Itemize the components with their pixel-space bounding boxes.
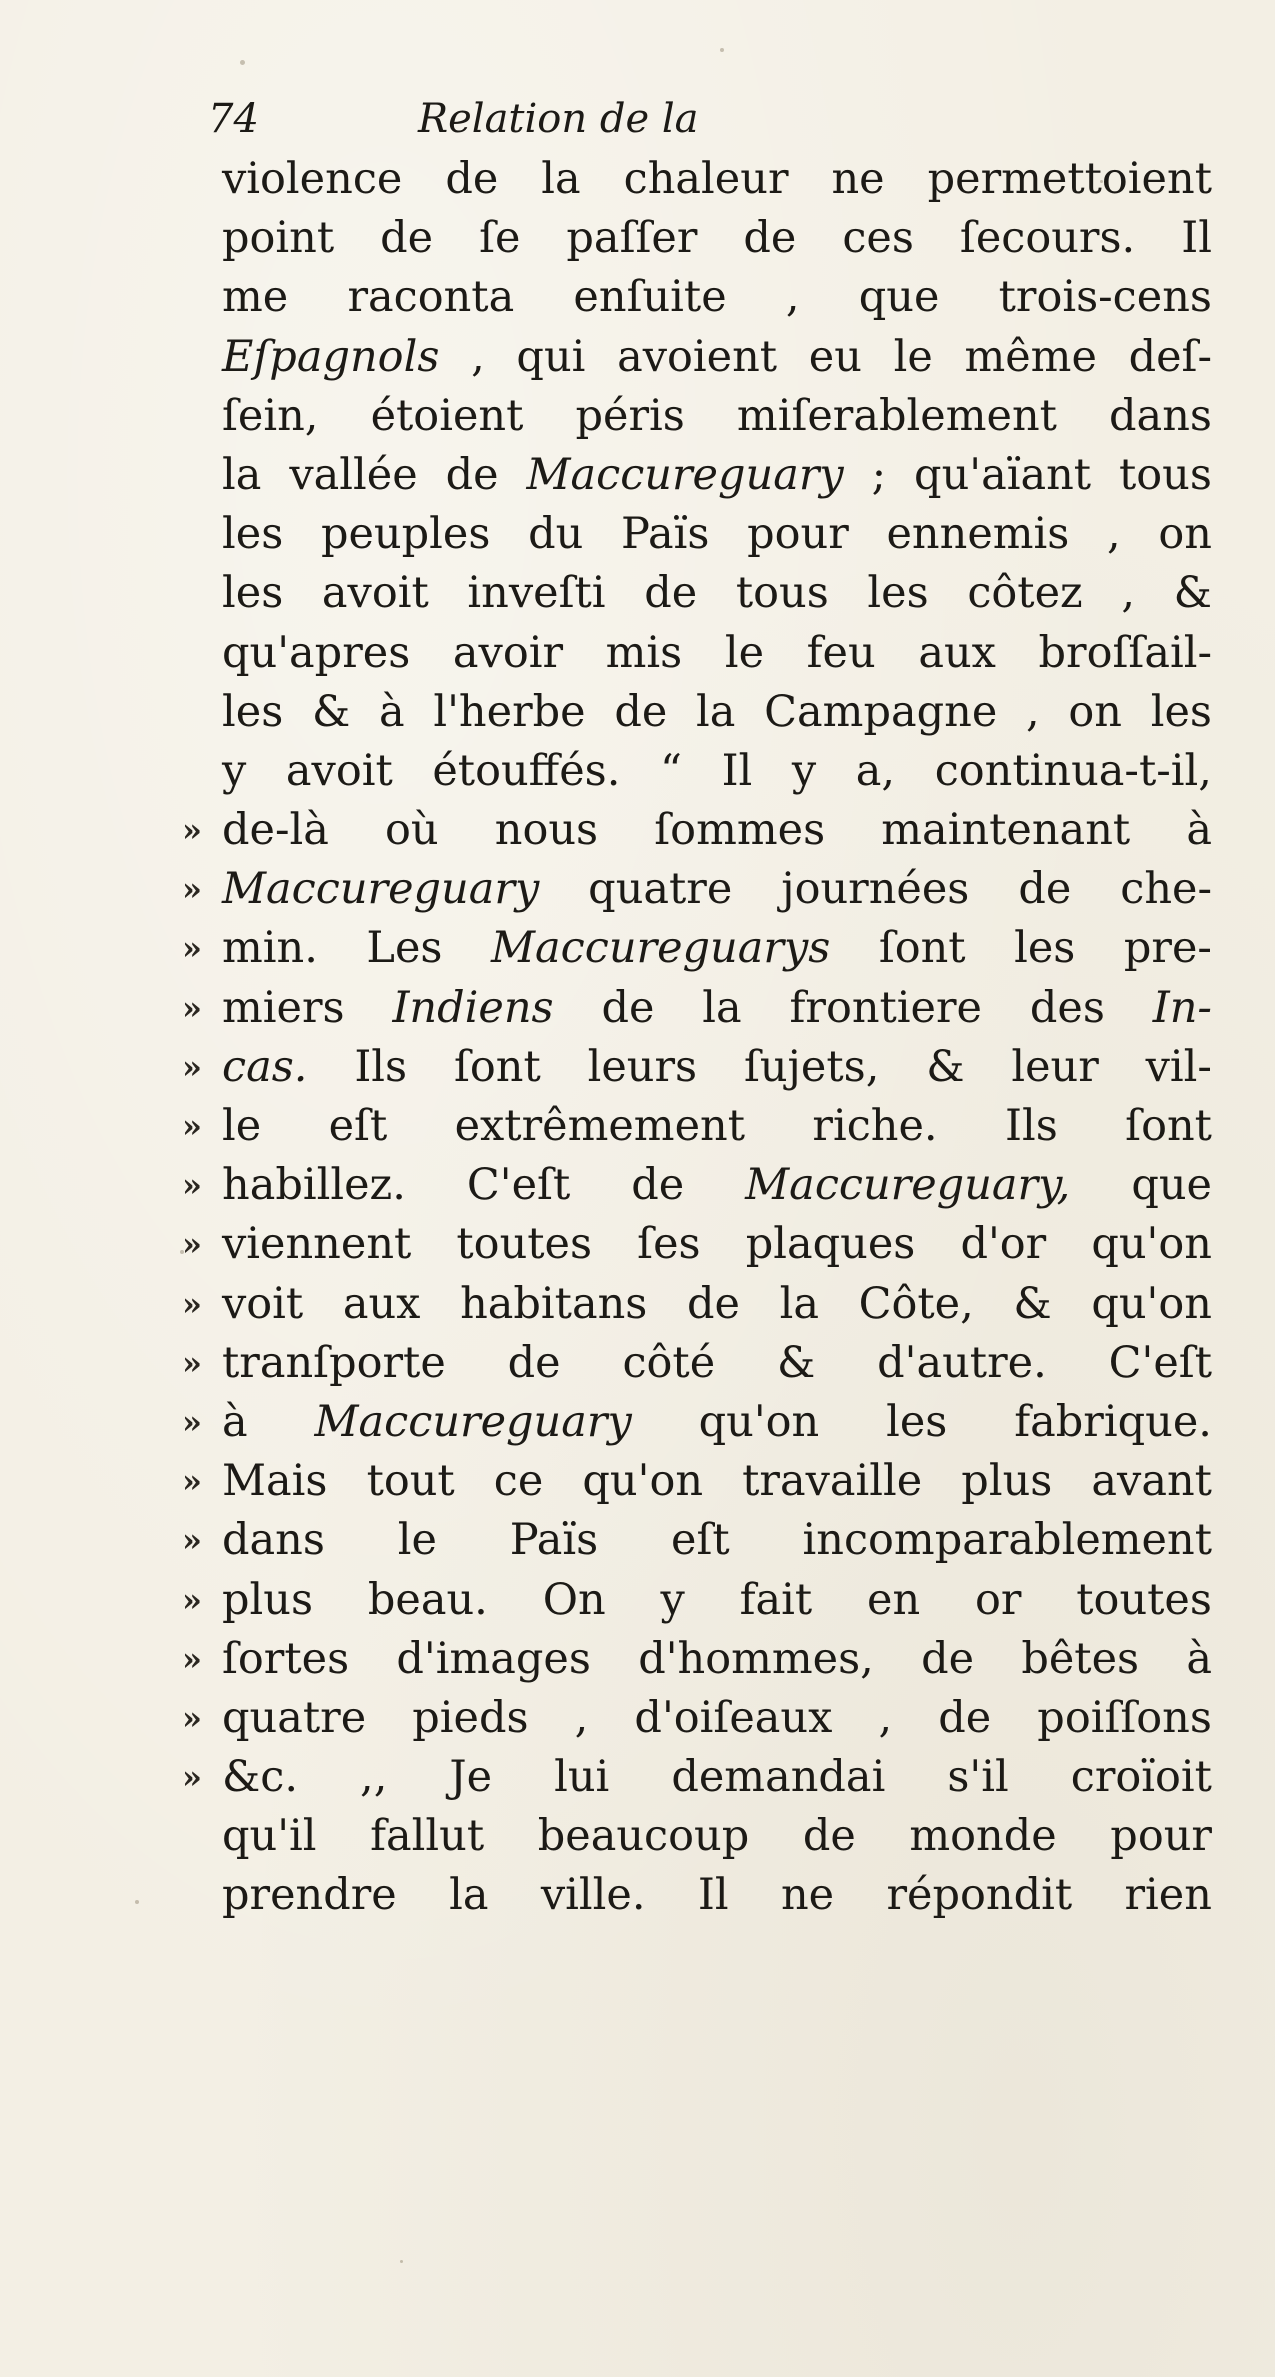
word: ſujets, [743, 1041, 880, 1092]
word: inveſti [467, 568, 606, 619]
word: de [938, 1692, 992, 1743]
word: journées [781, 864, 970, 915]
word: eu [808, 331, 862, 382]
word: eſt [328, 1101, 388, 1151]
word: qu'il [222, 1811, 317, 1862]
quotation-mark: » [182, 811, 202, 850]
word: Il [721, 745, 753, 796]
word: bêtes [1021, 1633, 1140, 1684]
word: on [1068, 686, 1122, 737]
word: incomparablement [802, 1515, 1212, 1566]
word: tranſporte [222, 1337, 446, 1388]
word: trois-cens [998, 272, 1212, 323]
word: péris [575, 390, 685, 441]
text-line [182, 1393, 1212, 1452]
word: Maccureguary [526, 449, 844, 500]
word: avoient [617, 331, 778, 382]
word: miers [222, 982, 345, 1033]
word: On [542, 1574, 606, 1625]
word: du [528, 509, 584, 560]
word: de [614, 686, 668, 737]
word: Païs [509, 1515, 599, 1566]
text-line [182, 919, 1212, 978]
word: qu'on [1091, 1278, 1212, 1329]
quotation-mark: » [182, 929, 202, 968]
word: à [1186, 1633, 1212, 1684]
text-line [182, 1215, 1212, 1274]
word: Il [697, 1870, 729, 1921]
word: che- [1120, 864, 1212, 915]
paper-speck [240, 60, 245, 65]
word: ,, [360, 1752, 388, 1803]
word: les [222, 509, 284, 560]
text-line [182, 1452, 1212, 1511]
word: , [471, 331, 485, 382]
word: & [1173, 568, 1212, 619]
word: de [802, 1811, 856, 1862]
word: nous [494, 805, 599, 856]
word: leurs [587, 1041, 698, 1092]
word: ne [780, 1870, 835, 1921]
word: ſortes [222, 1633, 350, 1684]
text-line [222, 1807, 1212, 1866]
word: qu'on [698, 1396, 820, 1447]
word: peuples [320, 509, 491, 560]
quotation-mark: » [182, 1047, 202, 1086]
word: riche. [812, 1101, 938, 1151]
quotation-mark: » [182, 1462, 202, 1501]
text-line [182, 1571, 1212, 1630]
word: plus [222, 1574, 314, 1625]
word: de [644, 568, 698, 619]
word: ces [842, 213, 914, 264]
quotation-mark: » [182, 1225, 202, 1264]
quotation-mark: » [182, 1343, 202, 1382]
quotation-mark: » [182, 1698, 202, 1737]
word: extrêmement [454, 1101, 746, 1151]
word: feu [806, 627, 876, 678]
word: dans [1109, 390, 1212, 441]
quotation-mark: » [182, 870, 202, 909]
word: la [449, 1870, 489, 1921]
word: frontiere [789, 982, 983, 1033]
word: prendre [222, 1870, 397, 1921]
word: & [1013, 1278, 1052, 1329]
word: que [1131, 1160, 1212, 1211]
word: rien [1124, 1870, 1212, 1921]
word: , [574, 1692, 589, 1743]
word: Les [366, 923, 443, 974]
word: ſecours. [959, 213, 1136, 264]
word: qu'on [582, 1456, 704, 1507]
word: toutes [1076, 1574, 1212, 1625]
word: le [893, 331, 933, 382]
text-line [182, 1334, 1212, 1393]
text-line [222, 624, 1212, 683]
text-line [222, 742, 1212, 801]
text-line [182, 979, 1212, 1038]
word: me [222, 272, 289, 323]
text-line [222, 505, 1212, 564]
word: Eſpagnols [222, 331, 440, 382]
word: ne [831, 154, 885, 204]
text-line [222, 446, 1212, 505]
word: en [867, 1574, 921, 1625]
word: , [785, 272, 800, 323]
word: deſ- [1128, 331, 1212, 382]
body-text [182, 150, 1212, 1926]
word: aux [918, 627, 996, 678]
text-line [182, 1156, 1212, 1215]
word: y [791, 745, 817, 796]
word: C'eſt [1108, 1337, 1212, 1388]
word: le [397, 1515, 437, 1566]
text-line [182, 1097, 1212, 1156]
word: les [886, 1396, 948, 1447]
word: & [777, 1337, 816, 1388]
word: Indiens [392, 982, 554, 1033]
word: continua-t-il, [934, 745, 1212, 796]
word: point [222, 213, 335, 264]
text-line [222, 387, 1212, 446]
word: mis [605, 627, 683, 678]
word: paſſer [566, 213, 698, 264]
word: travaille [742, 1456, 923, 1507]
word: de [686, 1278, 740, 1329]
word: , [1026, 686, 1040, 737]
quotation-mark: » [182, 1284, 202, 1323]
word: côté [622, 1337, 716, 1388]
word: & [312, 686, 351, 737]
word: on [1158, 509, 1212, 560]
word: la [779, 1278, 819, 1329]
word: or [975, 1574, 1022, 1625]
word: Païs [621, 509, 710, 560]
word: avoit [285, 745, 393, 796]
word: , [878, 1692, 893, 1743]
word: de [445, 449, 499, 500]
word: ennemis [886, 509, 1070, 560]
word: répondit [886, 1870, 1073, 1921]
word: Ils [1004, 1101, 1058, 1151]
text-line [182, 860, 1212, 919]
page-header [208, 96, 1008, 156]
word: “ [659, 745, 682, 796]
word: Il [1181, 213, 1212, 264]
word: la [696, 686, 736, 737]
word: tous [735, 568, 829, 619]
word: côtez [967, 568, 1083, 619]
quotation-mark: » [182, 988, 202, 1027]
text-line [222, 683, 1212, 742]
word: poiſſons [1037, 1692, 1212, 1743]
quotation-mark: » [182, 1580, 202, 1619]
text-line [222, 328, 1212, 387]
word: croïoit [1070, 1752, 1212, 1803]
word: qu'aïant [914, 449, 1092, 500]
word: tout [366, 1456, 455, 1507]
word: d'images [396, 1633, 591, 1684]
word: ville. [540, 1870, 646, 1921]
word: vallée [289, 449, 418, 500]
word: qu'on [1091, 1219, 1212, 1270]
text-line [222, 150, 1212, 209]
word: Maccureguary [222, 864, 540, 915]
word: viennent [222, 1219, 412, 1270]
word: de [631, 1160, 685, 1211]
word: fallut [370, 1811, 485, 1862]
word: In- [1152, 982, 1212, 1033]
word: Je [449, 1752, 493, 1803]
word: les [867, 568, 929, 619]
word: Mais [222, 1456, 328, 1507]
word: &c. [222, 1752, 299, 1803]
word: de-là [222, 805, 329, 856]
word: ſont [453, 1041, 541, 1092]
word: raconta [347, 272, 515, 323]
word: habillez. [222, 1160, 406, 1211]
word: qui [516, 331, 586, 382]
word: aux [342, 1278, 421, 1329]
word: a, [855, 745, 896, 796]
word: étouffés. [432, 745, 621, 796]
word: les [222, 686, 284, 737]
word: même [964, 331, 1097, 382]
word: maintenant [881, 805, 1131, 856]
word: habitans [460, 1278, 648, 1329]
word: Campagne [764, 686, 998, 737]
quotation-mark: » [182, 1758, 202, 1797]
word: d'oiſeaux [634, 1692, 833, 1743]
word: plaques [745, 1219, 916, 1270]
word: de [445, 154, 499, 204]
word: ſe [479, 213, 521, 264]
quotation-mark: » [182, 1402, 202, 1441]
text-line [182, 1689, 1212, 1748]
word: fait [739, 1574, 813, 1625]
word: à [222, 1396, 248, 1447]
word: pre- [1123, 923, 1212, 974]
word: de [380, 213, 434, 264]
word: & [926, 1041, 965, 1092]
word: ſein, [222, 390, 319, 441]
word: la [541, 154, 581, 204]
word: à [379, 686, 405, 737]
word: s'il [947, 1752, 1009, 1803]
word: lui [554, 1752, 610, 1803]
quotation-mark: » [182, 1166, 202, 1205]
text-line [182, 1511, 1212, 1570]
text-line [222, 268, 1212, 327]
word: chaleur [623, 154, 789, 204]
word: quatre [588, 864, 733, 915]
word: fabrique. [1014, 1396, 1212, 1447]
quotation-mark: » [182, 1521, 202, 1560]
word: de [921, 1633, 975, 1684]
word: pieds [412, 1692, 529, 1743]
word: quatre [222, 1692, 367, 1743]
word: Côte, [858, 1278, 974, 1329]
paper-speck [720, 48, 724, 52]
word: ſommes [654, 805, 826, 856]
text-line [222, 564, 1212, 623]
word: monde [909, 1811, 1057, 1862]
word: les [222, 568, 284, 619]
word: beau. [367, 1574, 488, 1625]
word: qu'apres [222, 627, 411, 678]
quotation-mark: » [182, 1639, 202, 1678]
word: y [660, 1574, 685, 1625]
word: broſſail- [1038, 627, 1212, 678]
word: de [743, 213, 797, 264]
word: à [1186, 805, 1212, 856]
word: que [858, 272, 940, 323]
word: les [1150, 686, 1212, 737]
word: Maccureguary [314, 1396, 632, 1447]
paper-speck [135, 1900, 139, 1904]
page-number: 74 [208, 96, 259, 142]
word: Ils [354, 1041, 408, 1092]
word: tous [1119, 449, 1212, 500]
word: de [1018, 864, 1072, 915]
word: enſuite [573, 272, 727, 323]
word: le [724, 627, 765, 678]
word: étoient [370, 390, 524, 441]
word: l'herbe [433, 686, 586, 737]
word: min. [222, 923, 318, 974]
word: vil- [1145, 1041, 1212, 1092]
word: eſt [671, 1515, 730, 1566]
word: violence [222, 154, 403, 204]
text-line [182, 1275, 1212, 1334]
word: ce [493, 1456, 544, 1507]
text-line [222, 1866, 1212, 1925]
text-line [182, 1630, 1212, 1689]
word: cas. [222, 1041, 308, 1092]
text-line [182, 1748, 1212, 1807]
word: pour [1110, 1811, 1212, 1862]
word: avoit [321, 568, 429, 619]
word: Maccureguarys [491, 923, 831, 974]
word: d'or [960, 1219, 1047, 1270]
word: le [222, 1101, 262, 1151]
word: plus [961, 1456, 1053, 1507]
text-line [182, 801, 1212, 860]
word: de [507, 1337, 561, 1388]
word: , [1121, 568, 1135, 619]
word: demandai [671, 1752, 886, 1803]
word: la [702, 982, 742, 1033]
word: Maccureguary, [745, 1160, 1071, 1211]
word: leur [1011, 1041, 1099, 1092]
word: ; [871, 449, 887, 500]
running-head: Relation de la [418, 96, 699, 142]
text-line [222, 209, 1212, 268]
word: ſont [1125, 1101, 1212, 1151]
text-line [182, 1038, 1212, 1097]
word: d'autre. [877, 1337, 1047, 1388]
quotation-mark: » [182, 1107, 202, 1145]
word: dans [222, 1515, 325, 1566]
word: des [1029, 982, 1105, 1033]
word: miſerablement [736, 390, 1057, 441]
word: la [222, 449, 262, 500]
word: avant [1091, 1456, 1212, 1507]
word: ſes [637, 1219, 701, 1270]
word: où [385, 805, 439, 856]
word: de [601, 982, 655, 1033]
word: y [222, 745, 247, 796]
word: C'eſt [466, 1160, 571, 1211]
word: les [1014, 923, 1076, 974]
word: beaucoup [537, 1811, 750, 1862]
word: toutes [456, 1219, 593, 1270]
word: d'hommes, [638, 1633, 874, 1684]
word: voit [222, 1278, 304, 1329]
word: , [1107, 509, 1121, 560]
word: ſont [878, 923, 966, 974]
word: pour [747, 509, 849, 560]
paper-speck [400, 2260, 403, 2263]
word: permettoient [927, 154, 1212, 204]
word: avoir [452, 627, 564, 678]
